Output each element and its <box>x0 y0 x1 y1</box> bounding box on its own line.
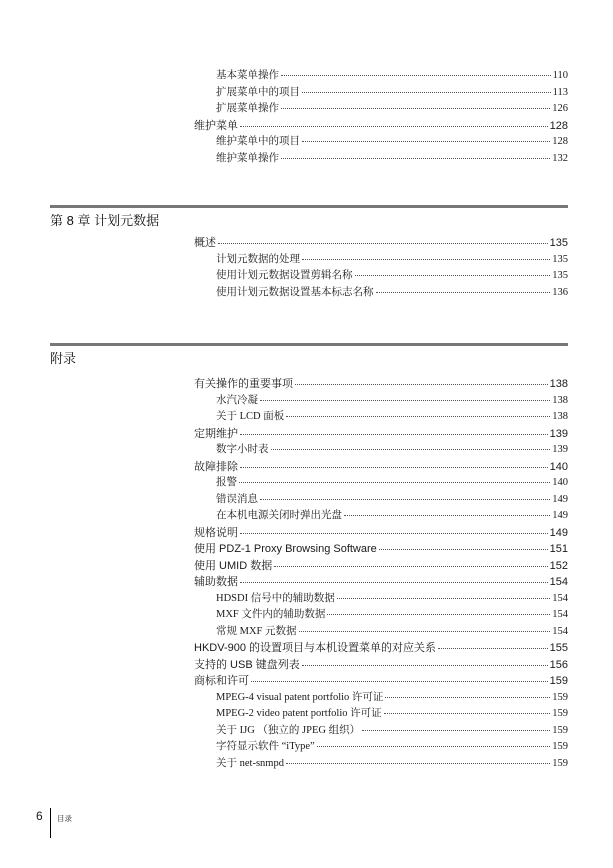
toc-entry[interactable] <box>194 475 568 492</box>
toc-entry-label: 关于 net-snmpd <box>216 757 284 769</box>
toc-dot-leader <box>240 582 548 583</box>
toc-dot-leader <box>240 533 548 534</box>
toc-entry[interactable] <box>194 574 568 591</box>
toc-entry-label: 数字小时表 <box>216 444 269 455</box>
toc-entry-page: 128 <box>549 119 568 132</box>
toc-entry[interactable] <box>194 640 568 657</box>
toc-entry[interactable] <box>194 85 568 102</box>
toc-entry-label: 辅助数据 <box>194 576 238 588</box>
toc-entry[interactable] <box>194 134 568 151</box>
toc-dot-leader <box>281 75 551 76</box>
toc-entry-label: 概述 <box>194 237 216 249</box>
toc-dot-leader <box>317 746 551 747</box>
toc-entry-label: 计划元数据的处理 <box>216 253 300 265</box>
toc-dot-leader <box>344 515 550 516</box>
toc-dot-leader <box>337 598 551 599</box>
toc-entry-page: 159 <box>552 691 568 703</box>
toc-dot-leader <box>385 697 550 698</box>
toc-entry[interactable] <box>194 525 568 542</box>
toc-dot-leader <box>302 141 550 142</box>
chapter-title: 第 8 章 计划元数据 <box>50 213 160 228</box>
toc-entry[interactable] <box>194 252 568 269</box>
toc-entry-page: 152 <box>549 559 568 572</box>
footer-divider <box>50 808 51 838</box>
toc-entry-page: 159 <box>549 675 568 687</box>
toc-entry-page: 156 <box>549 658 568 671</box>
toc-entry[interactable] <box>194 541 568 558</box>
toc-block-top <box>194 68 568 167</box>
toc-dot-leader <box>299 631 551 632</box>
toc-entry[interactable] <box>194 739 568 756</box>
toc-entry-label: 故障排除 <box>194 460 238 473</box>
toc-entry-page: 132 <box>552 152 568 164</box>
toc-entry[interactable] <box>194 101 568 118</box>
toc-block-appendix <box>194 376 568 772</box>
toc-dot-leader <box>355 275 551 276</box>
toc-entry-page: 149 <box>552 493 568 505</box>
toc-block-chapter8 <box>194 235 568 301</box>
toc-entry-page: 159 <box>552 741 568 752</box>
toc-entry[interactable] <box>194 673 568 690</box>
toc-entry[interactable] <box>194 151 568 168</box>
toc-entry[interactable] <box>194 591 568 608</box>
toc-entry[interactable] <box>194 68 568 85</box>
toc-entry-label: MPEG-2 video patent portfolio 许可证 <box>216 708 382 719</box>
toc-entry[interactable] <box>194 624 568 641</box>
toc-entry-page: 139 <box>549 427 568 440</box>
toc-entry-page: 138 <box>552 411 568 422</box>
toc-entry[interactable] <box>194 459 568 476</box>
toc-entry-page: 128 <box>552 136 568 147</box>
toc-entry[interactable] <box>194 285 568 302</box>
toc-entry-page: 135 <box>552 270 568 281</box>
toc-dot-leader <box>274 566 547 567</box>
toc-entry[interactable] <box>194 442 568 459</box>
toc-entry-label: 扩展菜单中的项目 <box>216 86 300 98</box>
toc-entry-label: 基本菜单操作 <box>216 70 279 81</box>
toc-entry-page: 126 <box>552 103 568 114</box>
toc-dot-leader <box>302 92 551 93</box>
toc-entry-label: 使用计划元数据设置剪辑名称 <box>216 270 353 281</box>
toc-entry-page: 154 <box>549 576 568 588</box>
toc-entry-label: 使用 UMID 数据 <box>194 559 273 572</box>
toc-dot-leader <box>218 243 548 244</box>
toc-dot-leader <box>240 467 548 468</box>
appendix-title: 附录 <box>50 351 77 366</box>
toc-dot-leader <box>376 292 551 293</box>
toc-entry-page: 136 <box>552 286 568 298</box>
toc-entry-page: 140 <box>552 477 568 488</box>
toc-entry-page: 155 <box>549 642 568 654</box>
toc-entry-page: 139 <box>552 444 568 455</box>
toc-dot-leader <box>379 549 548 550</box>
toc-entry[interactable] <box>194 235 568 252</box>
toc-entry-label: 使用 PDZ-1 Proxy Browsing Software <box>194 543 377 555</box>
toc-entry-page: 138 <box>549 378 568 390</box>
toc-dot-leader <box>260 499 550 500</box>
toc-dot-leader <box>240 434 548 435</box>
toc-entry-page: 159 <box>552 757 568 769</box>
toc-dot-leader <box>295 384 548 385</box>
toc-entry-page: 113 <box>552 86 568 98</box>
toc-entry-label: 常规 MXF 元数据 <box>216 625 297 637</box>
toc-entry[interactable] <box>194 706 568 723</box>
toc-entry-label: 报警 <box>216 477 237 488</box>
toc-dot-leader <box>362 730 550 731</box>
toc-dot-leader <box>302 259 550 260</box>
toc-entry-label: 维护菜单中的项目 <box>216 136 300 147</box>
toc-entry[interactable] <box>194 492 568 509</box>
toc-entry-label: MXF 文件内的辅助数据 <box>216 609 326 620</box>
toc-entry-label: 规格说明 <box>194 526 238 539</box>
toc-entry-page: 154 <box>552 625 568 637</box>
toc-entry[interactable] <box>194 426 568 443</box>
toc-dot-leader <box>240 126 548 127</box>
toc-dot-leader <box>260 400 550 401</box>
toc-dot-leader <box>384 713 551 714</box>
toc-entry-label: 关于 LCD 面板 <box>216 411 285 422</box>
toc-dot-leader <box>438 648 548 649</box>
chapter-divider <box>50 205 568 208</box>
toc-entry-page: 140 <box>549 460 568 473</box>
toc-entry[interactable] <box>194 118 568 135</box>
toc-entry[interactable] <box>194 508 568 525</box>
toc-entry-label: 关于 IJG （独立的 JPEG 组织） <box>216 724 361 736</box>
toc-dot-leader <box>286 416 550 417</box>
toc-entry[interactable] <box>194 607 568 624</box>
toc-dot-leader <box>251 681 548 682</box>
toc-dot-leader <box>271 449 551 450</box>
toc-entry-page: 149 <box>549 526 568 539</box>
toc-entry-label: 字符显示软件 “iType” <box>216 741 315 752</box>
toc-entry-label: 维护菜单 <box>194 119 238 132</box>
toc-entry-page: 159 <box>552 708 568 719</box>
toc-dot-leader <box>302 665 548 666</box>
toc-entry[interactable] <box>194 268 568 285</box>
toc-entry-page: 135 <box>552 253 568 265</box>
toc-dot-leader <box>281 108 550 109</box>
appendix-divider <box>50 343 568 346</box>
toc-entry[interactable] <box>194 376 568 393</box>
toc-entry[interactable] <box>194 558 568 575</box>
toc-entry-page: 159 <box>552 724 568 736</box>
toc-entry-page: 154 <box>552 592 568 604</box>
toc-entry-page: 149 <box>552 510 568 521</box>
toc-entry-label: 错误消息 <box>216 493 258 505</box>
toc-entry-label: 在本机电源关闭时弹出光盘 <box>216 510 342 521</box>
toc-entry-label: 商标和许可 <box>194 675 249 687</box>
toc-dot-leader <box>286 763 550 764</box>
toc-entry[interactable] <box>194 393 568 410</box>
toc-dot-leader <box>239 482 550 483</box>
toc-entry-label: 定期维护 <box>194 427 238 440</box>
toc-entry-page: 110 <box>552 70 568 81</box>
toc-entry-page: 151 <box>549 543 568 555</box>
page-number: 6 <box>36 809 43 823</box>
toc-entry[interactable] <box>194 723 568 740</box>
toc-entry-page: 154 <box>552 609 568 620</box>
toc-entry[interactable] <box>194 756 568 773</box>
toc-entry-label: 维护菜单操作 <box>216 152 279 164</box>
toc-entry-label: HKDV-900 的设置项目与本机设置菜单的对应关系 <box>194 642 437 654</box>
footer-label: 目录 <box>57 814 72 823</box>
toc-entry[interactable] <box>194 409 568 426</box>
toc-entry-label: HDSDI 信号中的辅助数据 <box>216 592 335 604</box>
toc-dot-leader <box>281 158 550 159</box>
toc-entry[interactable] <box>194 657 568 674</box>
toc-entry-label: MPEG-4 visual patent portfolio 许可证 <box>216 691 384 703</box>
toc-entry-label: 使用计划元数据设置基本标志名称 <box>216 286 374 298</box>
toc-entry-label: 水汽冷凝 <box>216 394 258 406</box>
toc-entry-label: 有关操作的重要事项 <box>194 378 293 390</box>
toc-entry-label: 扩展菜单操作 <box>216 103 279 114</box>
toc-entry-page: 135 <box>549 237 568 249</box>
toc-entry-label: 支持的 USB 键盘列表 <box>194 658 300 671</box>
toc-entry-page: 138 <box>552 394 568 406</box>
toc-entry[interactable] <box>194 690 568 707</box>
toc-dot-leader <box>327 614 550 615</box>
